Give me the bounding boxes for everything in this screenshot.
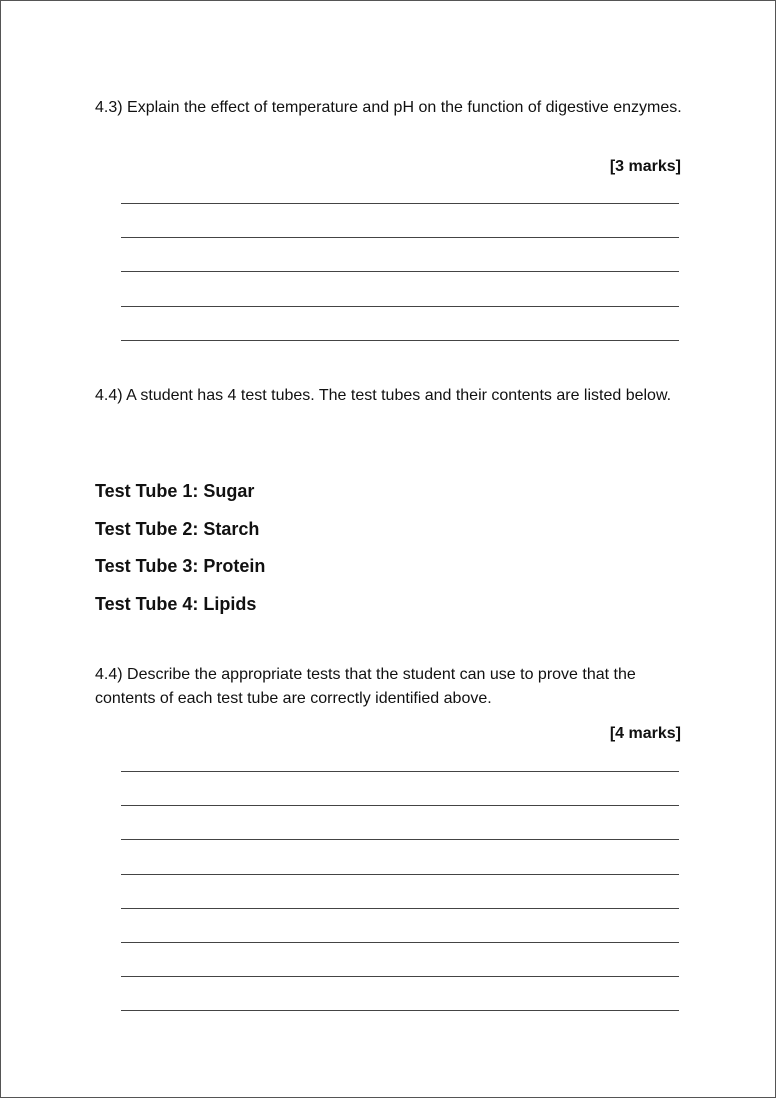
answer-line[interactable]	[121, 942, 679, 943]
answer-lines-4-4[interactable]	[121, 771, 679, 1045]
test-tube-1: Test Tube 1: Sugar	[95, 481, 255, 501]
answer-line[interactable]	[121, 1010, 679, 1011]
answer-line[interactable]	[121, 874, 679, 875]
marks-4-3: [3 marks]	[609, 158, 681, 175]
answer-line[interactable]	[121, 771, 679, 772]
question-4-4-intro: 4.4) A student has 4 test tubes. The test tubes and their contents are listed below.	[95, 387, 672, 404]
test-tube-2: Test Tube 2: Starch	[95, 518, 260, 539]
answer-line[interactable]	[121, 976, 679, 977]
answer-line[interactable]	[121, 908, 679, 909]
answer-line[interactable]	[121, 340, 679, 341]
answer-line[interactable]	[121, 805, 679, 806]
answer-line[interactable]	[121, 839, 679, 840]
answer-line[interactable]	[121, 237, 679, 238]
test-tube-3: Test Tube 3: Protein	[95, 556, 266, 577]
marks-4-4: [4 marks]	[609, 725, 681, 742]
question-4-4: 4.4) Describe the appropriate tests that the student can use to prove that the contents of each test tube are correctly identified above.	[95, 666, 636, 707]
test-tube-4: Test Tube 4: Lipids	[95, 593, 257, 614]
answer-line[interactable]	[121, 306, 679, 307]
answer-line[interactable]	[121, 271, 679, 272]
test-tube-list	[95, 479, 265, 629]
answer-line[interactable]	[121, 203, 679, 204]
answer-lines-4-3[interactable]	[121, 203, 679, 374]
question-4-3: 4.3) Explain the effect of temperature and pH on the function of digestive enzymes.	[95, 99, 682, 116]
